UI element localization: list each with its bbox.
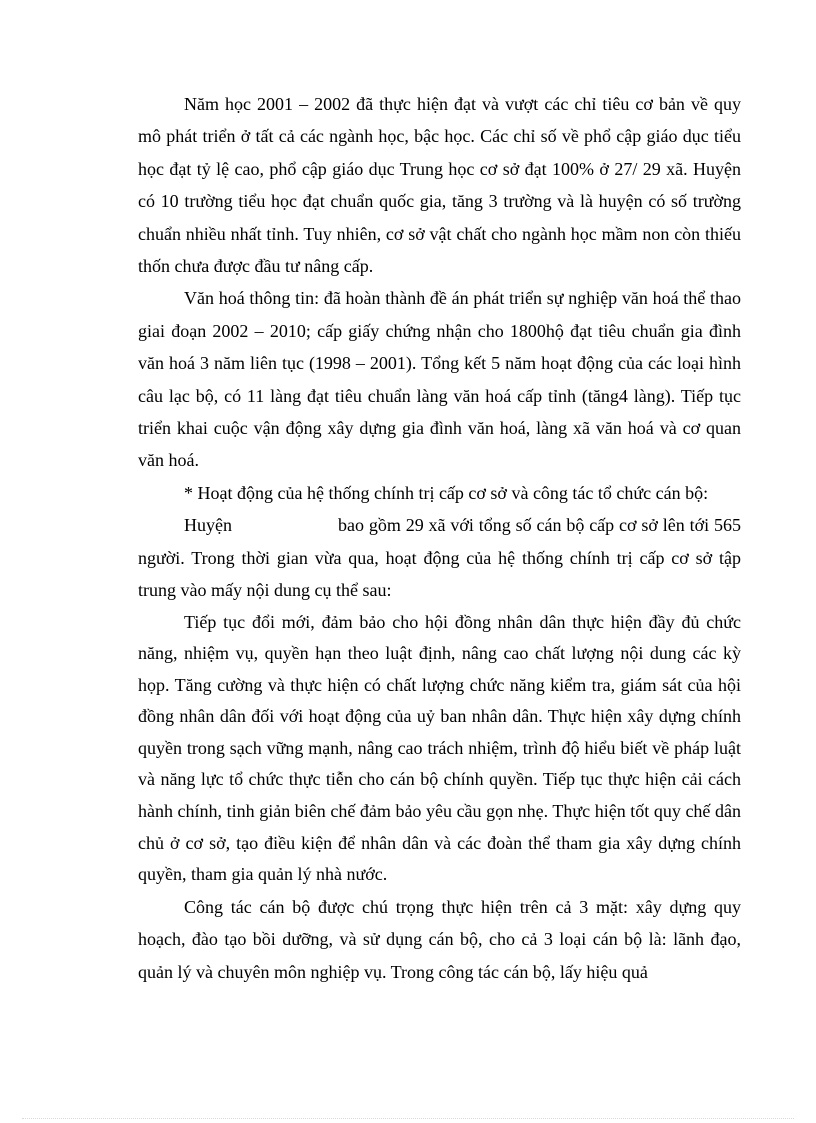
page-bottom-divider (22, 1118, 794, 1119)
paragraph-council-reform: Tiếp tục đổi mới, đảm bảo cho hội đồng nhân dân thực hiện đầy đủ chức năng, nhiệm vụ, quyền hạn theo luật định, nâng cao chất lượng nội dung các kỳ họp. Tăng cường và thực hiện có chất lượng chức năng kiểm tra, giám sát của hội đồng nhân dân đối với hoạt động của uỷ ban nhân dân. Thực hiện xây dựng chính quyền trong sạch vững mạnh, nâng cao trách nhiệm, trình độ hiểu biết về pháp luật và năng lực tổ chức thực tiễn cho cán bộ chính quyền. Tiếp tục thực hiện cải cách hành chính, tinh giản biên chế đảm bảo yêu cầu gọn nhẹ. Thực hiện tốt quy chế dân chủ ở cơ sở, tạo điều kiện để nhân dân và các đoàn thể tham gia xây dựng chính quyền, tham gia quản lý nhà nước. (138, 611, 741, 885)
district-lead-word: Huyện (184, 515, 232, 536)
paragraph-culture: Văn hoá thông tin: đã hoàn thành đề án phát triển sự nghiệp văn hoá thể thao giai đoạn 2002 – 2010; cấp giấy chứng nhận cho 1800hộ đạt tiêu chuẩn gia đình văn hoá 3 năm liên tục (1998 – 2001). Tổng kết 5 năm hoạt động của các loại hình câu lạc bộ, có 11 làng đạt tiêu chuẩn làng văn hoá cấp tỉnh (tăng4 làng). Tiếp tục triển khai cuộc vận động xây dựng gia đình văn hoá, làng xã văn hoá và cơ quan văn hoá. (138, 288, 741, 471)
paragraph-personnel-work: Công tác cán bộ được chú trọng thực hiện trên cả 3 mặt: xây dựng quy hoạch, đào tạo bồi dưỡng, và sử dụng cán bộ, cho cả 3 loại cán bộ là: lãnh đạo, quản lý và chuyên môn nghiệp vụ. Trong công tác cán bộ, lấy hiệu quả (138, 896, 741, 982)
paragraph-education: Năm học 2001 – 2002 đã thực hiện đạt và vượt các chỉ tiêu cơ bản về quy mô phát triển ở tất cả các ngành học, bậc học. Các chỉ số về phổ cập giáo dục tiểu học đạt tỷ lệ cao, phổ cập giáo dục Trung học cơ sở đạt 100% ở 27/ 29 xã. Huyện có 10 trường tiểu học đạt chuẩn quốc gia, tăng 3 trường và là huyện có số trường chuẩn nhiều nhất tỉnh. Tuy nhiên, cơ sở vật chất cho ngành học mầm non còn thiếu thốn chưa được đầu tư nâng cấp. (138, 94, 741, 277)
document-page (138, 88, 741, 988)
paragraph-district-officials (138, 509, 741, 606)
paragraph-political-system-heading: * Hoạt động của hệ thống chính trị cấp cơ sở và công tác tổ chức cán bộ: (184, 482, 709, 503)
district-paragraph-text: bao gồm 29 xã với tổng số cán bộ cấp cơ sở lên tới 565 người. Trong thời gian vừa qua, hoạt động của hệ thống chính trị cấp cơ sở tập trung vào mấy nội dung cụ thể sau: (138, 515, 741, 601)
